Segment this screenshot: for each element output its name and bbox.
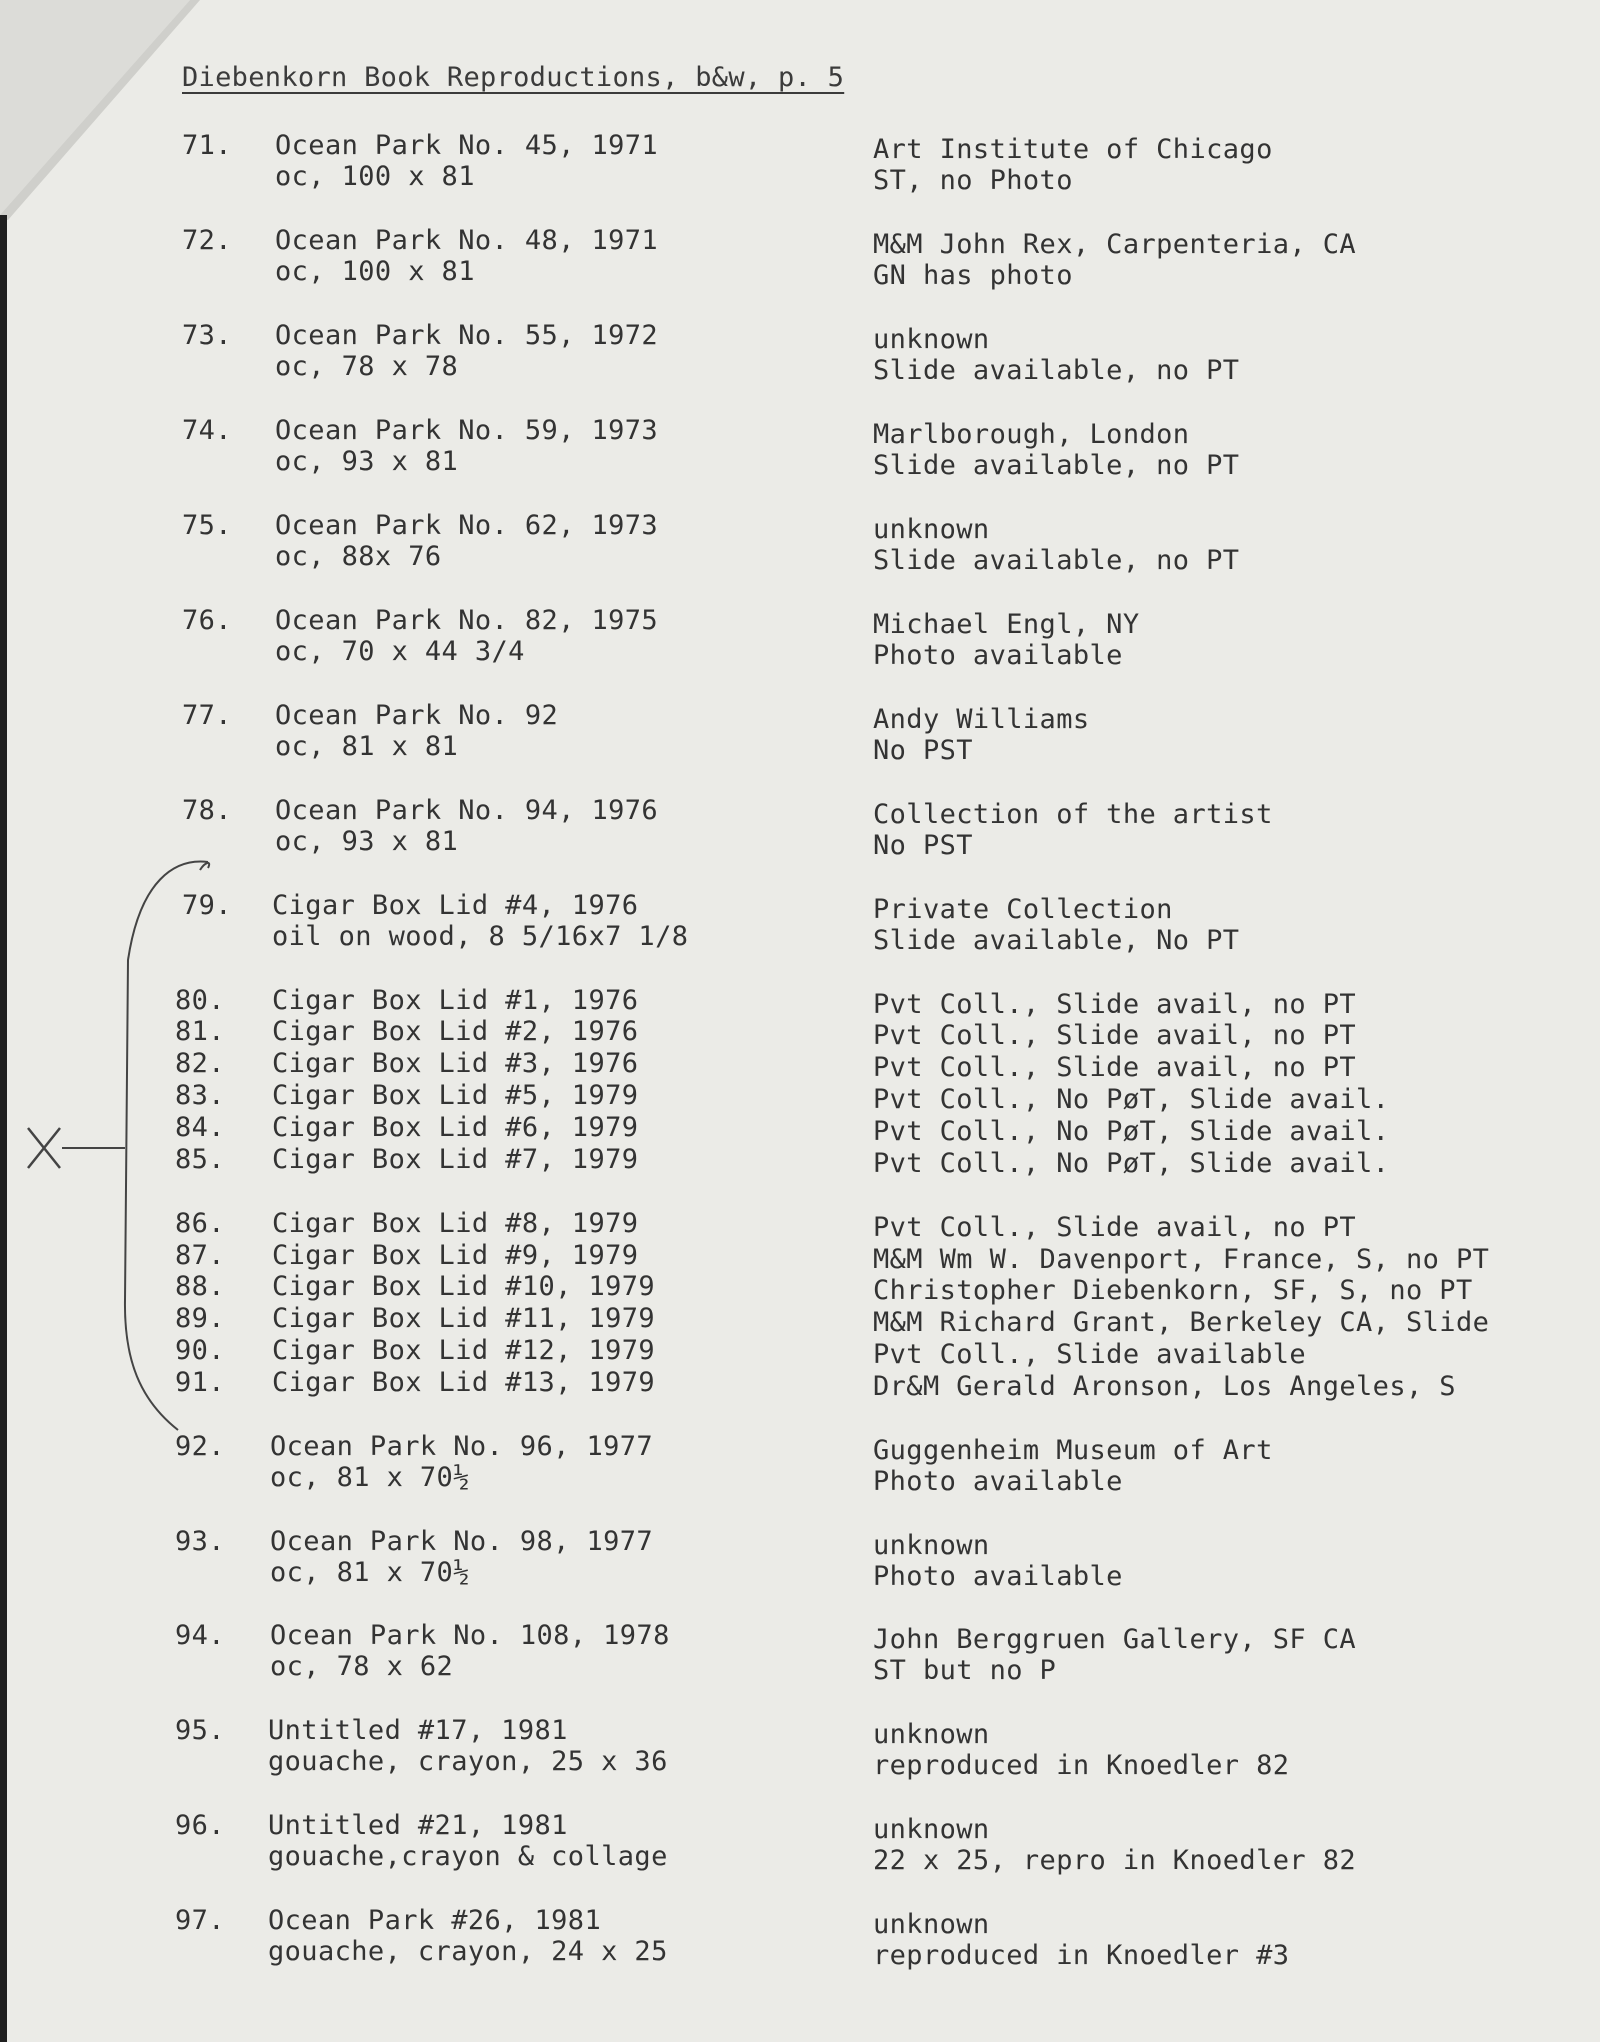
- entry-note: No PST: [873, 830, 973, 861]
- entry-number: 89.: [175, 1303, 225, 1334]
- entry-number: 78.: [182, 795, 232, 826]
- entry-owner: Private Collection: [873, 894, 1173, 925]
- entry-number: 83.: [175, 1080, 225, 1111]
- entry-note: GN has photo: [873, 260, 1073, 291]
- entry-title: Untitled #21, 1981: [268, 1810, 568, 1841]
- entry-owner: Collection of the artist: [873, 799, 1273, 830]
- entry-owner: Pvt Coll., Slide avail, no PT: [873, 989, 1357, 1020]
- entry-medium: oc, 70 x 44 3/4: [275, 636, 525, 667]
- entry-owner: Christopher Diebenkorn, SF, S, no PT: [873, 1275, 1473, 1306]
- entry-title: Ocean Park #26, 1981: [268, 1905, 602, 1936]
- entry-note: ST but no P: [873, 1655, 1057, 1686]
- entry-number: 91.: [175, 1367, 225, 1398]
- entry-note: Slide available, no PT: [873, 450, 1240, 481]
- entry-note: reproduced in Knoedler #3: [873, 1940, 1290, 1971]
- entry-note: Photo available: [873, 640, 1123, 671]
- entry-note: Photo available: [873, 1466, 1123, 1497]
- entry-note: 22 x 25, repro in Knoedler 82: [873, 1845, 1357, 1876]
- entry-title: Untitled #17, 1981: [268, 1715, 568, 1746]
- entry-number: 88.: [175, 1271, 225, 1302]
- entry-title: Ocean Park No. 92: [275, 700, 559, 731]
- entry-medium: oc, 100 x 81: [275, 161, 475, 192]
- entry-title: Cigar Box Lid #3, 1976: [272, 1048, 639, 1079]
- entry-owner: Pvt Coll., No PøT, Slide avail.: [873, 1116, 1390, 1147]
- entry-owner: unknown: [873, 1909, 990, 1940]
- entry-owner: M&M Wm W. Davenport, France, S, no PT: [873, 1244, 1490, 1275]
- entry-number: 87.: [175, 1240, 225, 1271]
- entry-medium: oc, 81 x 70½: [270, 1462, 470, 1493]
- entry-owner: Pvt Coll., Slide avail, no PT: [873, 1212, 1357, 1243]
- entry-title: Cigar Box Lid #13, 1979: [272, 1367, 656, 1398]
- entry-title: Ocean Park No. 98, 1977: [270, 1526, 654, 1557]
- entry-owner: Andy Williams: [873, 704, 1090, 735]
- entry-number: 80.: [175, 985, 225, 1016]
- entry-owner: Pvt Coll., Slide avail, no PT: [873, 1020, 1357, 1051]
- entry-medium: oc, 81 x 70½: [270, 1557, 470, 1588]
- entry-owner: M&M Richard Grant, Berkeley CA, Slide: [873, 1307, 1490, 1338]
- entry-note: Slide available, no PT: [873, 355, 1240, 386]
- entry-title: Ocean Park No. 55, 1972: [275, 320, 659, 351]
- entry-medium: oc, 81 x 81: [275, 731, 459, 762]
- entry-title: Ocean Park No. 62, 1973: [275, 510, 659, 541]
- entry-note: ST, no Photo: [873, 165, 1073, 196]
- entry-medium: gouache,crayon & collage: [268, 1841, 668, 1872]
- entry-owner: Art Institute of Chicago: [873, 134, 1273, 165]
- entry-number: 97.: [175, 1905, 225, 1936]
- entry-medium: oc, 88x 76: [275, 541, 442, 572]
- scan-edge: [0, 215, 7, 2042]
- entry-title: Cigar Box Lid #11, 1979: [272, 1303, 656, 1334]
- entry-title: Ocean Park No. 108, 1978: [270, 1620, 670, 1651]
- entry-number: 95.: [175, 1715, 225, 1746]
- entry-note: reproduced in Knoedler 82: [873, 1750, 1290, 1781]
- entry-owner: Pvt Coll., Slide available: [873, 1339, 1307, 1370]
- entry-note: Slide available, No PT: [873, 925, 1240, 956]
- entry-medium: oc, 93 x 81: [275, 826, 459, 857]
- entry-title: Cigar Box Lid #5, 1979: [272, 1080, 639, 1111]
- entry-owner: Pvt Coll., No PøT, Slide avail.: [873, 1148, 1390, 1179]
- entry-number: 84.: [175, 1112, 225, 1143]
- entry-owner: Guggenheim Museum of Art: [873, 1435, 1273, 1466]
- entry-medium: oc, 78 x 62: [270, 1651, 454, 1682]
- entry-note: No PST: [873, 735, 973, 766]
- entry-owner: Marlborough, London: [873, 419, 1190, 450]
- entry-medium: oc, 100 x 81: [275, 256, 475, 287]
- entry-title: Ocean Park No. 59, 1973: [275, 415, 659, 446]
- entry-number: 72.: [182, 225, 232, 256]
- entry-number: 93.: [175, 1526, 225, 1557]
- entry-owner: M&M John Rex, Carpenteria, CA: [873, 229, 1357, 260]
- entry-medium: gouache, crayon, 24 x 25: [268, 1936, 668, 1967]
- entry-number: 79.: [182, 890, 232, 921]
- entry-medium: gouache, crayon, 25 x 36: [268, 1746, 668, 1777]
- entry-title: Ocean Park No. 48, 1971: [275, 225, 659, 256]
- entry-number: 92.: [175, 1431, 225, 1462]
- entry-owner: unknown: [873, 324, 990, 355]
- entry-number: 86.: [175, 1208, 225, 1239]
- entry-number: 75.: [182, 510, 232, 541]
- entry-number: 76.: [182, 605, 232, 636]
- entry-number: 85.: [175, 1144, 225, 1175]
- entry-title: Cigar Box Lid #12, 1979: [272, 1335, 656, 1366]
- entry-note: Photo available: [873, 1561, 1123, 1592]
- entry-number: 81.: [175, 1016, 225, 1047]
- entry-owner: John Berggruen Gallery, SF CA: [873, 1624, 1357, 1655]
- entry-owner: unknown: [873, 514, 990, 545]
- entry-title: Cigar Box Lid #4, 1976: [272, 890, 639, 921]
- entry-owner: Dr&M Gerald Aronson, Los Angeles, S: [873, 1371, 1456, 1402]
- entry-number: 90.: [175, 1335, 225, 1366]
- entry-owner: unknown: [873, 1719, 990, 1750]
- entry-title: Cigar Box Lid #8, 1979: [272, 1208, 639, 1239]
- entry-title: Cigar Box Lid #1, 1976: [272, 985, 639, 1016]
- entry-owner: unknown: [873, 1814, 990, 1845]
- entry-number: 82.: [175, 1048, 225, 1079]
- entry-number: 73.: [182, 320, 232, 351]
- entry-number: 77.: [182, 700, 232, 731]
- entry-medium: oc, 78 x 78: [275, 351, 459, 382]
- entry-title: Cigar Box Lid #2, 1976: [272, 1016, 639, 1047]
- entry-medium: oil on wood, 8 5/16x7 1/8: [272, 921, 689, 952]
- entry-owner: Pvt Coll., Slide avail, no PT: [873, 1052, 1357, 1083]
- page-title: Diebenkorn Book Reproductions, b&w, p. 5: [182, 62, 845, 93]
- entry-number: 96.: [175, 1810, 225, 1841]
- entry-title: Cigar Box Lid #9, 1979: [272, 1240, 639, 1271]
- entry-number: 94.: [175, 1620, 225, 1651]
- entry-owner: Pvt Coll., No PøT, Slide avail.: [873, 1084, 1390, 1115]
- entry-title: Ocean Park No. 94, 1976: [275, 795, 659, 826]
- entry-number: 74.: [182, 415, 232, 446]
- entry-title: Ocean Park No. 96, 1977: [270, 1431, 654, 1462]
- entry-medium: oc, 93 x 81: [275, 446, 459, 477]
- entry-title: Ocean Park No. 82, 1975: [275, 605, 659, 636]
- folded-corner: [0, 0, 200, 220]
- entry-title: Cigar Box Lid #6, 1979: [272, 1112, 639, 1143]
- entry-note: Slide available, no PT: [873, 545, 1240, 576]
- entry-title: Ocean Park No. 45, 1971: [275, 130, 659, 161]
- entry-owner: unknown: [873, 1530, 990, 1561]
- entry-number: 71.: [182, 130, 232, 161]
- entry-owner: Michael Engl, NY: [873, 609, 1140, 640]
- entry-title: Cigar Box Lid #7, 1979: [272, 1144, 639, 1175]
- entry-title: Cigar Box Lid #10, 1979: [272, 1271, 656, 1302]
